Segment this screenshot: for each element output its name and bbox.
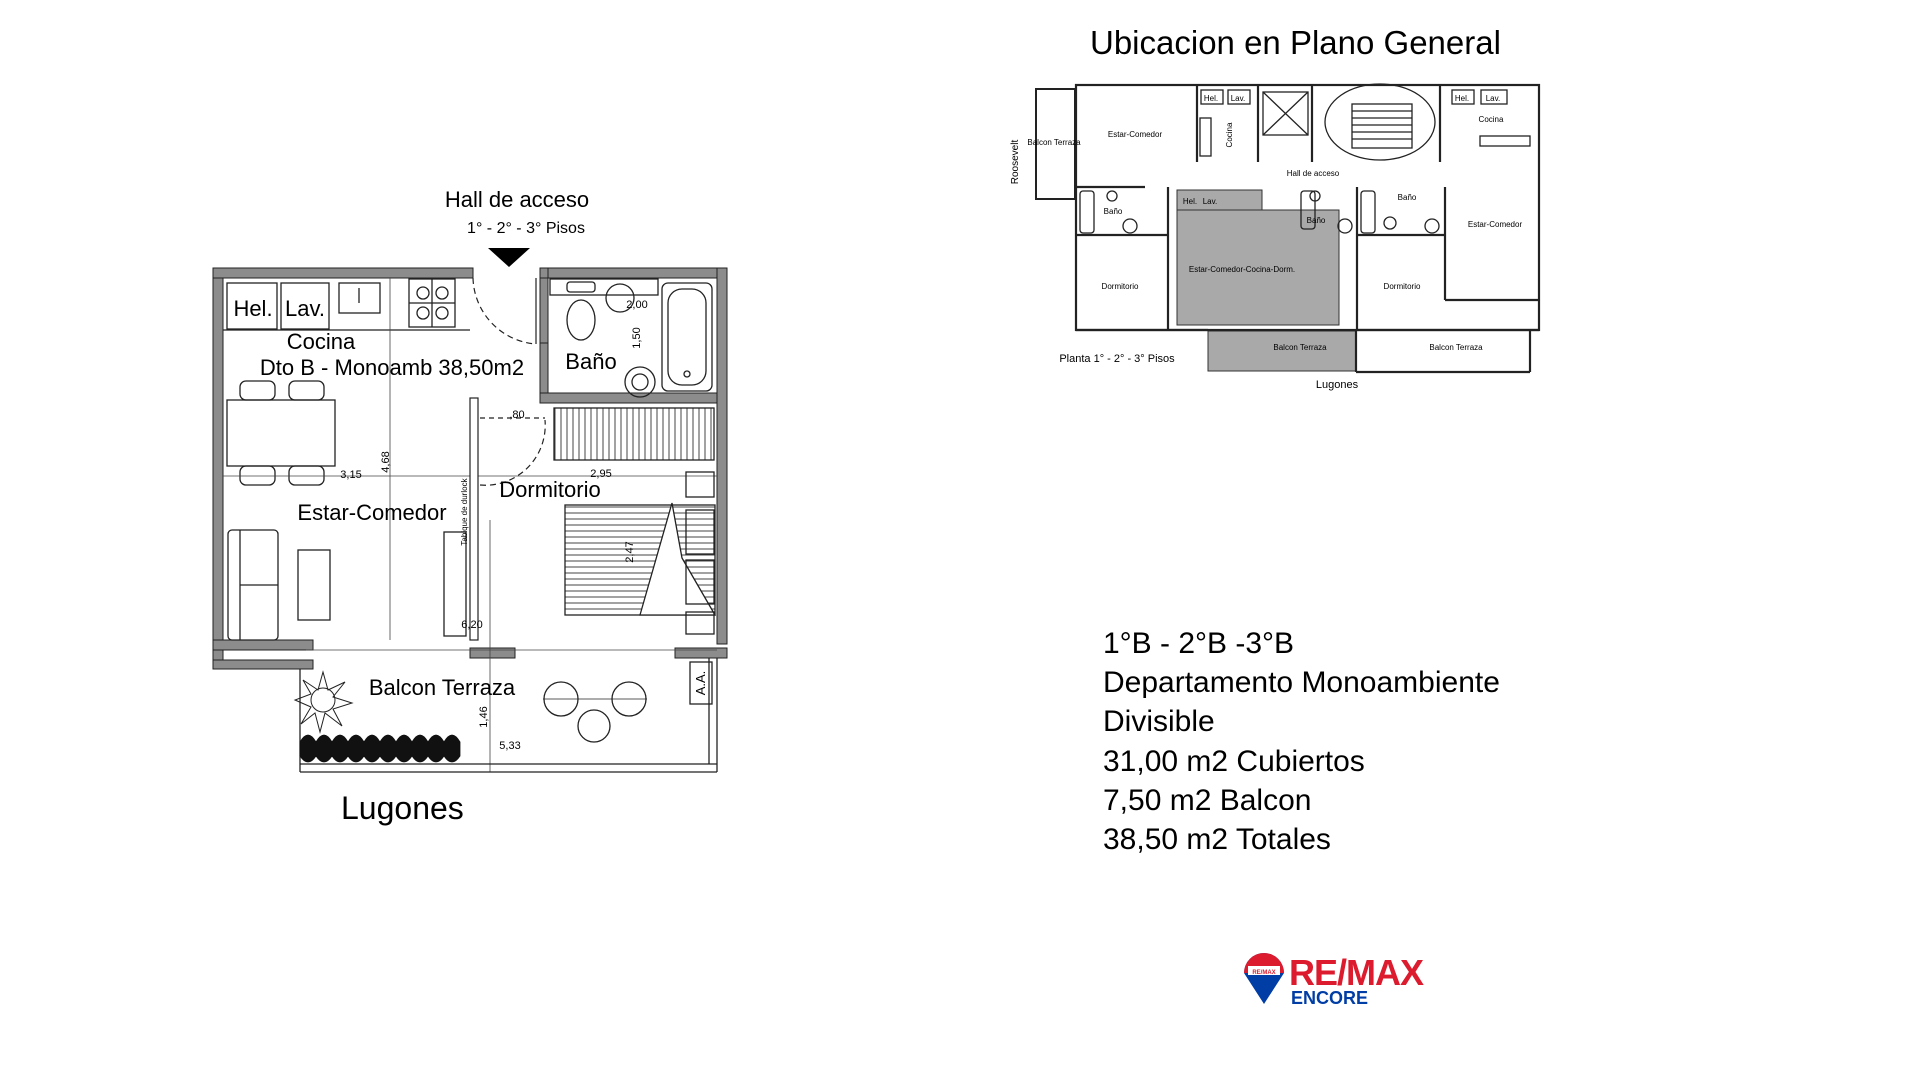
- street-label: Lugones: [341, 790, 464, 826]
- balloon-icon: [1244, 953, 1284, 1004]
- dim-247: 2,47: [624, 541, 636, 563]
- dim-200: 2,00: [626, 299, 648, 311]
- balcon-label: Balcon Terraza: [368, 675, 516, 700]
- info-divisible: Divisible: [1103, 705, 1215, 739]
- info-balcony: 7,50 m2 Balcon: [1103, 783, 1312, 817]
- general-highlight-room: Estar-Comedor-Cocina-Dorm.: [1188, 265, 1296, 274]
- hall-label: Hall de acceso: [444, 187, 590, 212]
- dim-295: 2,95: [590, 468, 612, 480]
- dormitorio-label: Dormitorio: [499, 477, 601, 502]
- unit-label: Dto B - Monoamb 38,50m2: [259, 355, 525, 380]
- estar-label: Estar-Comedor: [297, 500, 447, 525]
- general-hel-2: Hel.: [1454, 94, 1470, 103]
- general-balcon-terraza-3: Balcon Terraza: [1429, 343, 1483, 352]
- info-type: Departamento Monoambiente: [1103, 666, 1500, 700]
- general-highlight-hel: Hel.: [1182, 197, 1198, 206]
- general-hel-1: Hel.: [1203, 94, 1219, 103]
- dim-146: 1,46: [478, 706, 490, 728]
- general-bano-1: Baño: [1103, 207, 1123, 216]
- general-cocina-2: Cocina: [1478, 115, 1504, 124]
- bano-label: Baño: [565, 349, 617, 374]
- general-dormitorio-2: Dormitorio: [1383, 282, 1421, 291]
- general-hall-acceso: Hall de acceso: [1286, 169, 1340, 178]
- general-street: Lugones: [1315, 379, 1359, 391]
- general-lav-2: Lav.: [1485, 94, 1501, 103]
- general-plan-title: Ubicacion en Plano General: [1090, 24, 1501, 61]
- general-highlight-lav: Lav.: [1202, 197, 1218, 206]
- dim-315: 3,15: [340, 469, 362, 481]
- info-units: 1°B - 2°B -3°B: [1103, 627, 1295, 660]
- general-estar-comedor-2: Estar-Comedor: [1467, 220, 1523, 229]
- general-dormitorio-1: Dormitorio: [1101, 282, 1139, 291]
- general-balcon-terraza-2: Balcon Terraza: [1273, 343, 1327, 352]
- info-covered: 31,00 m2 Cubiertos: [1103, 744, 1365, 778]
- general-balcon-terraza-1: Balcon Terraza: [1027, 138, 1081, 147]
- logo-brand: RE/MAX: [1289, 952, 1424, 993]
- dim-468: 4,68: [380, 451, 392, 473]
- floors-label: 1° - 2° - 3° Pisos: [467, 220, 585, 237]
- lav-label: Lav.: [285, 296, 325, 321]
- general-cocina-1: Cocina: [1225, 122, 1234, 148]
- logo-office: ENCORE: [1291, 988, 1369, 1008]
- info-total: 38,50 m2 Totales: [1103, 823, 1331, 857]
- aa-label: A.A.: [693, 670, 708, 696]
- dim-150: 1,50: [631, 327, 643, 349]
- balloon-text: RE/MAX: [1252, 970, 1276, 976]
- general-bano-2: Baño: [1397, 193, 1417, 202]
- general-roosevelt: Roosevelt: [1010, 139, 1021, 185]
- dim-620: 6,20: [461, 619, 483, 631]
- dim-080: ,80: [509, 409, 525, 421]
- cocina-label: Cocina: [286, 329, 356, 354]
- tabique-label: Tabique de durlock: [460, 478, 469, 546]
- dim-533: 5,33: [499, 740, 521, 752]
- general-bano-3: Baño: [1306, 216, 1326, 225]
- hel-label: Hel.: [233, 296, 273, 321]
- general-planta-label: Planta 1° - 2° - 3° Pisos: [1059, 353, 1175, 365]
- general-estar-comedor-1: Estar-Comedor: [1107, 130, 1163, 139]
- general-lav-1: Lav.: [1230, 94, 1246, 103]
